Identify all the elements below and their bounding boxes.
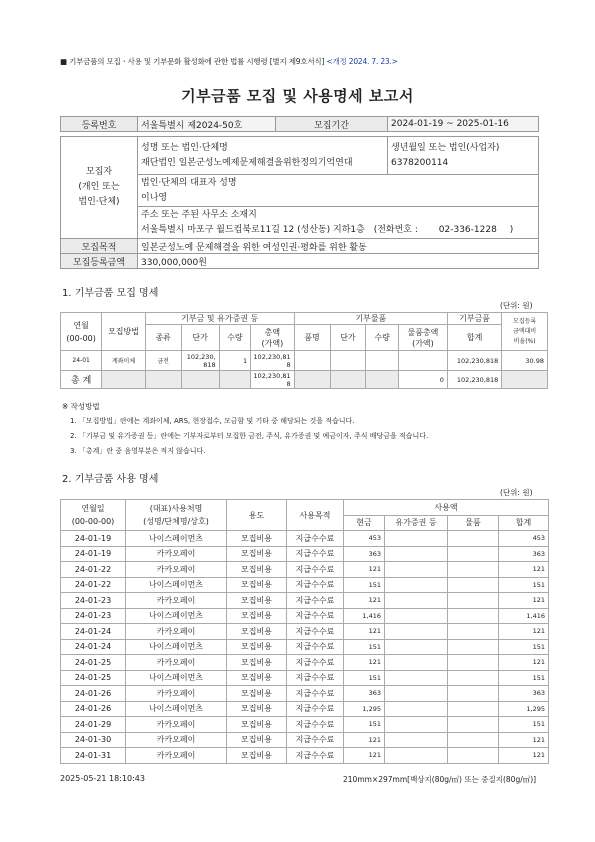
col-item: 품명 [294, 325, 330, 351]
section1-title: 1. 기부금품 모집 명세 [62, 288, 159, 299]
cell-kind: 금전 [145, 351, 181, 371]
cell-cash: 121 [344, 593, 385, 609]
col-qty: 수량 [219, 325, 251, 351]
cell-goods [448, 717, 499, 733]
col-use: 용도 [227, 500, 287, 531]
cell-use: 모집비용 [227, 577, 287, 593]
cell-price-line: 818 [203, 360, 216, 369]
sum-amount [251, 371, 294, 389]
shaded-cell [181, 371, 219, 389]
table-row [61, 639, 549, 655]
col-date-format: (00-00-00) [71, 517, 115, 526]
instruction-item: 1. 「모집방법」란에는 계좌이체, ARS, 현장접수, 모금함 및 기타 중 해당되는 것을 적습니다. [70, 417, 355, 425]
cell-qty: 1 [219, 351, 251, 371]
col-ratio-line: 금액대비 [513, 327, 537, 335]
col-group-total: 기부금품 [447, 313, 501, 325]
cell-total: 121 [499, 562, 549, 578]
cell-cash: 1,295 [344, 701, 385, 717]
sum-row [61, 371, 548, 389]
col-ym-format: (00-00) [66, 333, 96, 343]
cell-total: 363 [499, 546, 549, 562]
shaded-cell [330, 371, 366, 389]
cell-total: 363 [499, 686, 549, 702]
revision-date: <개정 2024. 7. 23.> [326, 57, 398, 66]
amount-label: 모집등록금액 [61, 254, 138, 269]
cell-purpose: 지급수수료 [287, 717, 344, 733]
col-total: 합계 [499, 515, 549, 531]
cell-ratio: 30.98 [502, 351, 548, 371]
cell-securities [385, 593, 448, 609]
address-value: 서울특별시 마포구 월드컵북로11길 12 (성산동) 지하1층 [141, 224, 365, 235]
cell-total: 151 [499, 639, 549, 655]
cell-use: 모집비용 [227, 748, 287, 764]
cell-use: 모집비용 [227, 670, 287, 686]
recruiter-label [61, 137, 138, 239]
rep-cell [138, 175, 539, 207]
cell-securities [385, 655, 448, 671]
cell-amount [251, 351, 294, 371]
cell-cash: 151 [344, 670, 385, 686]
address-cell [138, 207, 539, 239]
cell-goods [448, 577, 499, 593]
phone-label: (전화번호 : [373, 224, 418, 235]
cell-securities [385, 732, 448, 748]
applicant-info-table [60, 116, 539, 269]
cell-amount-line: 8 [286, 360, 291, 369]
cell-goods [448, 686, 499, 702]
cell-user: 카카오페이 [126, 655, 227, 671]
cell-goods [448, 748, 499, 764]
cell-user: 나이스페이먼츠 [126, 531, 227, 547]
cell-cash: 121 [344, 748, 385, 764]
cell-date: 24-01-24 [61, 639, 126, 655]
cell-user: 카카오페이 [126, 748, 227, 764]
form-reference: ■ 기부금품의 모집ㆍ사용 및 기부문화 활성화에 관한 법률 시행령 [별지 제9호서식] [60, 57, 325, 66]
col-group-goods: 기부물품 [294, 313, 447, 325]
print-timestamp: 2025-05-21 18:10:43 [60, 774, 145, 783]
cell-date: 24-01-22 [61, 562, 126, 578]
table-row [61, 351, 548, 371]
cell-purpose: 지급수수료 [287, 639, 344, 655]
cell-date: 24-01-26 [61, 686, 126, 702]
col-amount [251, 325, 294, 351]
cell-cash: 363 [344, 686, 385, 702]
col-amount-group: 사용액 [344, 500, 549, 516]
col-ym-label: 연월 [73, 320, 89, 330]
col-itemtotal [398, 325, 447, 351]
cell-use: 모집비용 [227, 546, 287, 562]
sum-amount-line: 102,230,81 [253, 371, 291, 380]
cell-itemtotal [398, 351, 447, 371]
cell-user: 나이스페이먼츠 [126, 670, 227, 686]
amount-value: 330,000,000원 [138, 254, 539, 269]
shaded-cell [145, 371, 181, 389]
cell-total: 151 [499, 577, 549, 593]
cell-goods [448, 655, 499, 671]
cell-date: 24-01-25 [61, 655, 126, 671]
purpose-value: 일본군성노예 문제해결을 위한 여성인권·평화를 위한 활동 [138, 239, 539, 254]
section2-unit: (단위: 원) [500, 488, 533, 497]
cell-total: 121 [499, 624, 549, 640]
table-row [61, 732, 549, 748]
cell-item [294, 351, 330, 371]
period-label: 모집기간 [276, 117, 388, 132]
col-date [61, 500, 126, 531]
col-ratio-line: 비율(%) [513, 337, 536, 345]
cell-date: 24-01-31 [61, 748, 126, 764]
cell-total: 121 [499, 748, 549, 764]
col-user [126, 500, 227, 531]
reg-number-value: 서울특별시 제2024-50호 [138, 117, 276, 132]
name-value: 재단법인 일본군성노예제문제해결을위한정의기억연대 [141, 157, 353, 168]
cell-price2 [330, 351, 366, 371]
col-cash: 현금 [344, 515, 385, 531]
form-header [60, 56, 398, 67]
section1-unit: (단위: 원) [500, 301, 533, 310]
cell-goods [448, 639, 499, 655]
col-itemtotal-sub: (가액) [412, 338, 434, 348]
table-row [61, 624, 549, 640]
cell-date: 24-01-30 [61, 732, 126, 748]
shaded-cell [219, 371, 251, 389]
cell-use: 모집비용 [227, 717, 287, 733]
col-user-label: (대표)사용처명 [149, 504, 203, 513]
sum-label: 총 계 [61, 371, 102, 389]
table-row [61, 717, 549, 733]
cell-use: 모집비용 [227, 732, 287, 748]
sum-total: 102,230,818 [447, 371, 501, 389]
cell-goods [448, 546, 499, 562]
cell-total: 1,416 [499, 608, 549, 624]
cell-total: 121 [499, 732, 549, 748]
cell-purpose: 지급수수료 [287, 748, 344, 764]
cell-purpose: 지급수수료 [287, 686, 344, 702]
cell-cash: 121 [344, 655, 385, 671]
col-group-money: 기부금 및 유가증권 등 [145, 313, 294, 325]
purpose-label: 모집목적 [61, 239, 138, 254]
cell-goods [448, 531, 499, 547]
cell-securities [385, 748, 448, 764]
cell-securities [385, 701, 448, 717]
cell-use: 모집비용 [227, 593, 287, 609]
sum-itemtotal: 0 [398, 371, 447, 389]
cell-goods [448, 593, 499, 609]
cell-cash: 121 [344, 562, 385, 578]
cell-user: 나이스페이먼츠 [126, 577, 227, 593]
table-row [61, 577, 549, 593]
address-label: 주소 또는 주된 사무소 소재지 [141, 209, 257, 220]
table-row [61, 531, 549, 547]
cell-securities [385, 717, 448, 733]
cell-date: 24-01-23 [61, 593, 126, 609]
birth-value: 6378200114 [391, 157, 449, 168]
cell-goods [448, 562, 499, 578]
cell-goods [448, 608, 499, 624]
cell-securities [385, 562, 448, 578]
cell-user: 카카오페이 [126, 686, 227, 702]
cell-date: 24-01-26 [61, 701, 126, 717]
cell-securities [385, 608, 448, 624]
cell-securities [385, 686, 448, 702]
instructions-title: ※ 작성방법 [62, 402, 100, 411]
name-cell [138, 137, 388, 175]
birth-label: 생년월일 또는 법인(사업자) [391, 142, 500, 153]
cell-user: 카카오페이 [126, 717, 227, 733]
cell-purpose: 지급수수료 [287, 531, 344, 547]
cell-purpose: 지급수수료 [287, 593, 344, 609]
cell-user: 나이스페이먼츠 [126, 701, 227, 717]
col-price2: 단가 [330, 325, 366, 351]
rep-value: 이나영 [141, 192, 168, 203]
page-title: 기부금품 모집 및 사용명세 보고서 [181, 87, 414, 105]
cell-goods [448, 701, 499, 717]
cell-total: 151 [499, 717, 549, 733]
cell-user: 카카오페이 [126, 624, 227, 640]
cell-use: 모집비용 [227, 686, 287, 702]
cell-cash: 453 [344, 531, 385, 547]
recruiter-label-line: 모집자 [85, 167, 113, 177]
cell-price [181, 351, 219, 371]
cell-user: 카카오페이 [126, 546, 227, 562]
cell-cash: 151 [344, 577, 385, 593]
instruction-item: 2. 「기부금 및 유가증권 등」란에는 기부자로부터 모집한 금전, 주식, 유가증권 및 예금이자, 주식 배당금을 적습니다. [70, 432, 429, 440]
cell-purpose: 지급수수료 [287, 624, 344, 640]
col-kind: 종류 [145, 325, 181, 351]
shaded-cell [502, 371, 548, 389]
table-row [61, 655, 549, 671]
cell-securities [385, 624, 448, 640]
cell-date: 24-01-22 [61, 577, 126, 593]
cell-date: 24-01-29 [61, 717, 126, 733]
cell-purpose: 지급수수료 [287, 655, 344, 671]
cell-total: 453 [499, 531, 549, 547]
table-row [61, 670, 549, 686]
cell-use: 모집비용 [227, 639, 287, 655]
cell-purpose: 지급수수료 [287, 562, 344, 578]
instructions [62, 399, 428, 459]
cell-cash: 121 [344, 732, 385, 748]
shaded-cell [102, 371, 145, 389]
cell-user: 나이스페이먼츠 [126, 639, 227, 655]
sum-amount-line: 8 [286, 379, 291, 388]
col-securities: 유가증권 등 [385, 515, 448, 531]
cell-ym: 24-01 [61, 351, 102, 371]
cell-goods [448, 670, 499, 686]
cell-cash: 151 [344, 639, 385, 655]
cell-price-line: 102,230, [186, 352, 216, 361]
cell-purpose: 지급수수료 [287, 577, 344, 593]
cell-securities [385, 670, 448, 686]
col-amount-sub: (가액) [261, 338, 284, 348]
cell-qty2 [366, 351, 399, 371]
col-ym [61, 313, 102, 351]
cell-date: 24-01-24 [61, 624, 126, 640]
cell-securities [385, 577, 448, 593]
col-amount-label: 총액 [264, 327, 281, 337]
reg-number-label: 등록번호 [61, 117, 138, 132]
table-row [61, 562, 549, 578]
col-price: 단가 [181, 325, 219, 351]
cell-securities [385, 639, 448, 655]
shaded-cell [366, 371, 399, 389]
cell-cash: 121 [344, 624, 385, 640]
phone-close: ) [509, 224, 514, 235]
birth-cell [388, 137, 539, 175]
cell-goods [448, 624, 499, 640]
phone-value: 02-336-1228 [438, 224, 497, 235]
usage-table [60, 499, 549, 764]
cell-use: 모집비용 [227, 562, 287, 578]
cell-date: 24-01-19 [61, 531, 126, 547]
cell-securities [385, 531, 448, 547]
cell-use: 모집비용 [227, 624, 287, 640]
cell-total: 121 [499, 655, 549, 671]
cell-use: 모집비용 [227, 608, 287, 624]
cell-use: 모집비용 [227, 655, 287, 671]
col-qty2: 수량 [366, 325, 399, 351]
cell-amount-line: 102,230,81 [253, 352, 291, 361]
cell-total: 1,295 [499, 701, 549, 717]
cell-cash: 1,416 [344, 608, 385, 624]
col-date-label: 연월일 [81, 504, 105, 513]
cell-user: 나이스페이먼츠 [126, 608, 227, 624]
col-ratio-line: 모집등록 [513, 317, 537, 325]
col-ratio [502, 313, 548, 351]
address-line [141, 223, 538, 238]
cell-user: 카카오페이 [126, 562, 227, 578]
cell-user: 카카오페이 [126, 732, 227, 748]
cell-date: 24-01-23 [61, 608, 126, 624]
rep-label: 법인·단체의 대표자 성명 [141, 177, 237, 188]
instruction-item: 3. 「총계」란 중 음영부분은 적지 않습니다. [70, 447, 206, 455]
cell-total: 121 [499, 593, 549, 609]
cell-use: 모집비용 [227, 531, 287, 547]
col-total: 합계 [447, 325, 501, 351]
cell-goods [448, 732, 499, 748]
table-row [61, 546, 549, 562]
table-row [61, 701, 549, 717]
cell-purpose: 지급수수료 [287, 701, 344, 717]
cell-total: 102,230,818 [447, 351, 501, 371]
recruiter-label-line: 법인·단체) [78, 197, 120, 207]
cell-cash: 151 [344, 717, 385, 733]
cell-total: 151 [499, 670, 549, 686]
col-itemtotal-label: 물품총액 [407, 327, 439, 337]
recruiter-label-line: (개인 또는 [78, 182, 120, 192]
cell-date: 24-01-19 [61, 546, 126, 562]
cell-cash: 363 [344, 546, 385, 562]
cell-method: 계좌이체 [102, 351, 145, 371]
table-row [61, 593, 549, 609]
usage-rows [61, 531, 549, 764]
col-method: 모집방법 [102, 313, 145, 351]
cell-user: 카카오페이 [126, 593, 227, 609]
section2-title: 2. 기부금품 사용 명세 [62, 474, 159, 485]
table-row [61, 748, 549, 764]
col-user-sub: (성명/단체명/상호) [143, 517, 209, 526]
name-label: 성명 또는 법인·단체명 [141, 142, 228, 153]
cell-date: 24-01-25 [61, 670, 126, 686]
period-value: 2024-01-19 ~ 2025-01-16 [388, 117, 539, 132]
donation-collection-table [60, 312, 548, 389]
cell-use: 모집비용 [227, 701, 287, 717]
cell-purpose: 지급수수료 [287, 608, 344, 624]
cell-purpose: 지급수수료 [287, 670, 344, 686]
table-row [61, 686, 549, 702]
col-goods: 물품 [448, 515, 499, 531]
col-purpose: 사용목적 [287, 500, 344, 531]
table-row [61, 608, 549, 624]
cell-purpose: 지급수수료 [287, 546, 344, 562]
shaded-cell [294, 371, 330, 389]
paper-spec: 210mm×297mm[백상지(80g/㎡) 또는 중질지(80g/㎡)] [343, 775, 537, 784]
cell-securities [385, 546, 448, 562]
cell-purpose: 지급수수료 [287, 732, 344, 748]
